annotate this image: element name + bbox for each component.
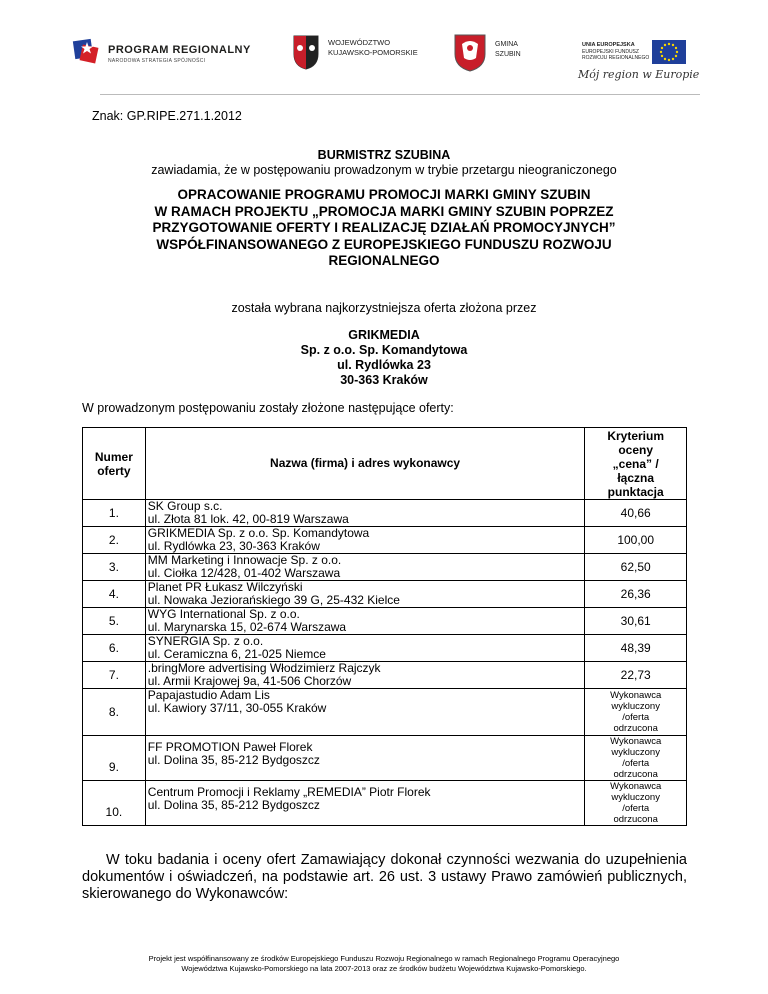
winner-line: ul. Rydlówka 23 — [337, 358, 431, 372]
table-row: 4. Planet PR Łukasz Wilczyński ul. Nowaka Jeziorańskiego 39 G, 25-432 Kielce 26,36 — [83, 581, 687, 608]
voivodeship-line2: KUJAWSKO-POMORSKIE — [328, 48, 418, 57]
table-row: 9. FF PROMOTION Paweł Florek ul. Dolina 35, 85-212 Bydgoszcz Wykonawca wykluczony /oferta odrzucona — [83, 736, 687, 781]
header-contractor: Nazwa (firma) i adres wykonawcy — [145, 428, 585, 500]
eu-line1: UNIA EUROPEJSKA — [582, 42, 635, 48]
table-header-row — [83, 428, 687, 500]
voivodeship-line1: WOJEWÓDZTWO — [328, 38, 391, 47]
winner-line: Sp. z o.o. Sp. Komandytowa — [300, 343, 468, 357]
gmina-line2: SZUBIN — [495, 51, 521, 58]
winner-line: GRIKMEDIA — [348, 328, 420, 342]
eu-line2: EUROPEJSKI FUNDUSZ — [582, 48, 639, 55]
offers-table — [82, 427, 687, 826]
header-divider — [100, 94, 700, 95]
footer-line: Projekt jest współfinansowany ze środków Europejskiego Funduszu Rozwoju Regionalnego w ramach Regionalnego Programu Operacyjnego — [148, 954, 620, 963]
tender-title — [0, 187, 768, 270]
document-reference: Znak: GP.RIPE.271.1.2012 — [92, 109, 242, 123]
program-regionalny-logo — [72, 30, 272, 74]
table-row: 1. SK Group s.c. ul. Złota 81 lok. 42, 00-819 Warszawa 40,66 — [83, 500, 687, 527]
winner-line: 30-363 Kraków — [340, 373, 428, 387]
table-row: 3. MM Marketing i Innowacje Sp. z o.o. ul. Ciołka 12/428, 01-402 Warszawa 62,50 — [83, 554, 687, 581]
eu-logo — [582, 40, 692, 68]
footer-line: Województwa Kujawsko-Pomorskiego na lata 2007-2013 oraz ze środków budżetu Województwa Kujawsko-Pomorskiego. — [181, 964, 587, 973]
closing-paragraph: W toku badania i oceny ofert Zamawiający dokonał czynności wezwania do uzupełnienia dokumentów i oświadczeń, na podstawie art. 26 ust. 3 ustawy Prawo zamówień publicznych, skierowanego do Wykonawców: — [82, 852, 687, 902]
table-row: 2. GRIKMEDIA Sp. z o.o. Sp. Komandytowa ul. Rydlówka 23, 30-363 Kraków 100,00 — [83, 527, 687, 554]
tender-title-line: OPRACOWANIE PROGRAMU PROMOCJI MARKI GMINY SZUBIN — [177, 187, 591, 202]
issuer-heading: BURMISTRZ SZUBINA — [317, 148, 451, 162]
table-row: 6. SYNERGIA Sp. z o.o. ul. Ceramiczna 6, 21-025 Niemce 48,39 — [83, 635, 687, 662]
funding-footer — [60, 954, 708, 974]
header-offer-number: Numer oferty — [83, 428, 146, 500]
voivodeship-coat-of-arms-icon — [292, 34, 320, 70]
table-row: 10. Centrum Promocji i Reklamy „REMEDIA” Piotr Florek ul. Dolina 35, 85-212 Bydgoszcz Wykonawca wykluczony /oferta odrzucona — [83, 781, 687, 826]
gmina-coat-of-arms-icon — [452, 32, 488, 72]
tender-title-line: REGIONALNEGO — [328, 253, 440, 268]
tender-title-line: PRZYGOTOWANIE OFERTY I REALIZACJĘ DZIAŁAŃ PROMOCYJNYCH” — [152, 220, 616, 235]
region-slogan: Mój region w Europie — [578, 68, 700, 81]
tender-title-line: W RAMACH PROJEKTU „PROMOCJA MARKI GMINY SZUBIN POPRZEZ — [154, 203, 614, 219]
table-row: 5. WYG International Sp. z o.o. ul. Marynarska 15, 02-674 Warszawa 30,61 — [83, 608, 687, 635]
tender-title-line: WSPÓŁFINANSOWANEGO Z EUROPEJSKIEGO FUNDUSZU ROZWOJU — [156, 236, 612, 252]
winner-block — [0, 328, 768, 388]
header-score: Kryterium oceny „cena” / łączna punktacja — [585, 428, 687, 500]
selected-offer-intro: została wybrana najkorzystniejsza oferta złożona przez — [231, 301, 537, 315]
table-row: 8. Papajastudio Adam Lis ul. Kawiory 37/11, 30-055 Kraków Wykonawca wykluczony /oferta odrzucona — [83, 689, 687, 736]
offers-intro: W prowadzonym postępowaniu zostały złożone następujące oferty: — [82, 401, 454, 415]
eu-flag-icon — [652, 40, 686, 64]
notice-intro: zawiadamia, że w postępowaniu prowadzonym w trybie przetargu nieograniczonego — [151, 163, 617, 177]
gmina-logo — [452, 28, 532, 72]
voivodeship-logo — [292, 34, 432, 70]
gmina-line1: GMINA — [495, 41, 518, 48]
table-row: 7. .bringMore advertising Włodzimierz Rajczyk ul. Armii Krajowej 9a, 41-506 Chorzów 22,73 — [83, 662, 687, 689]
program-regionalny-emblem-icon — [72, 36, 102, 66]
program-regionalny-title: PROGRAM REGIONALNY — [108, 44, 251, 56]
eu-line3: ROZWOJU REGIONALNEGO — [582, 55, 650, 61]
program-regionalny-subtitle: NARODOWA STRATEGIA SPÓJNOŚCI — [108, 58, 206, 64]
